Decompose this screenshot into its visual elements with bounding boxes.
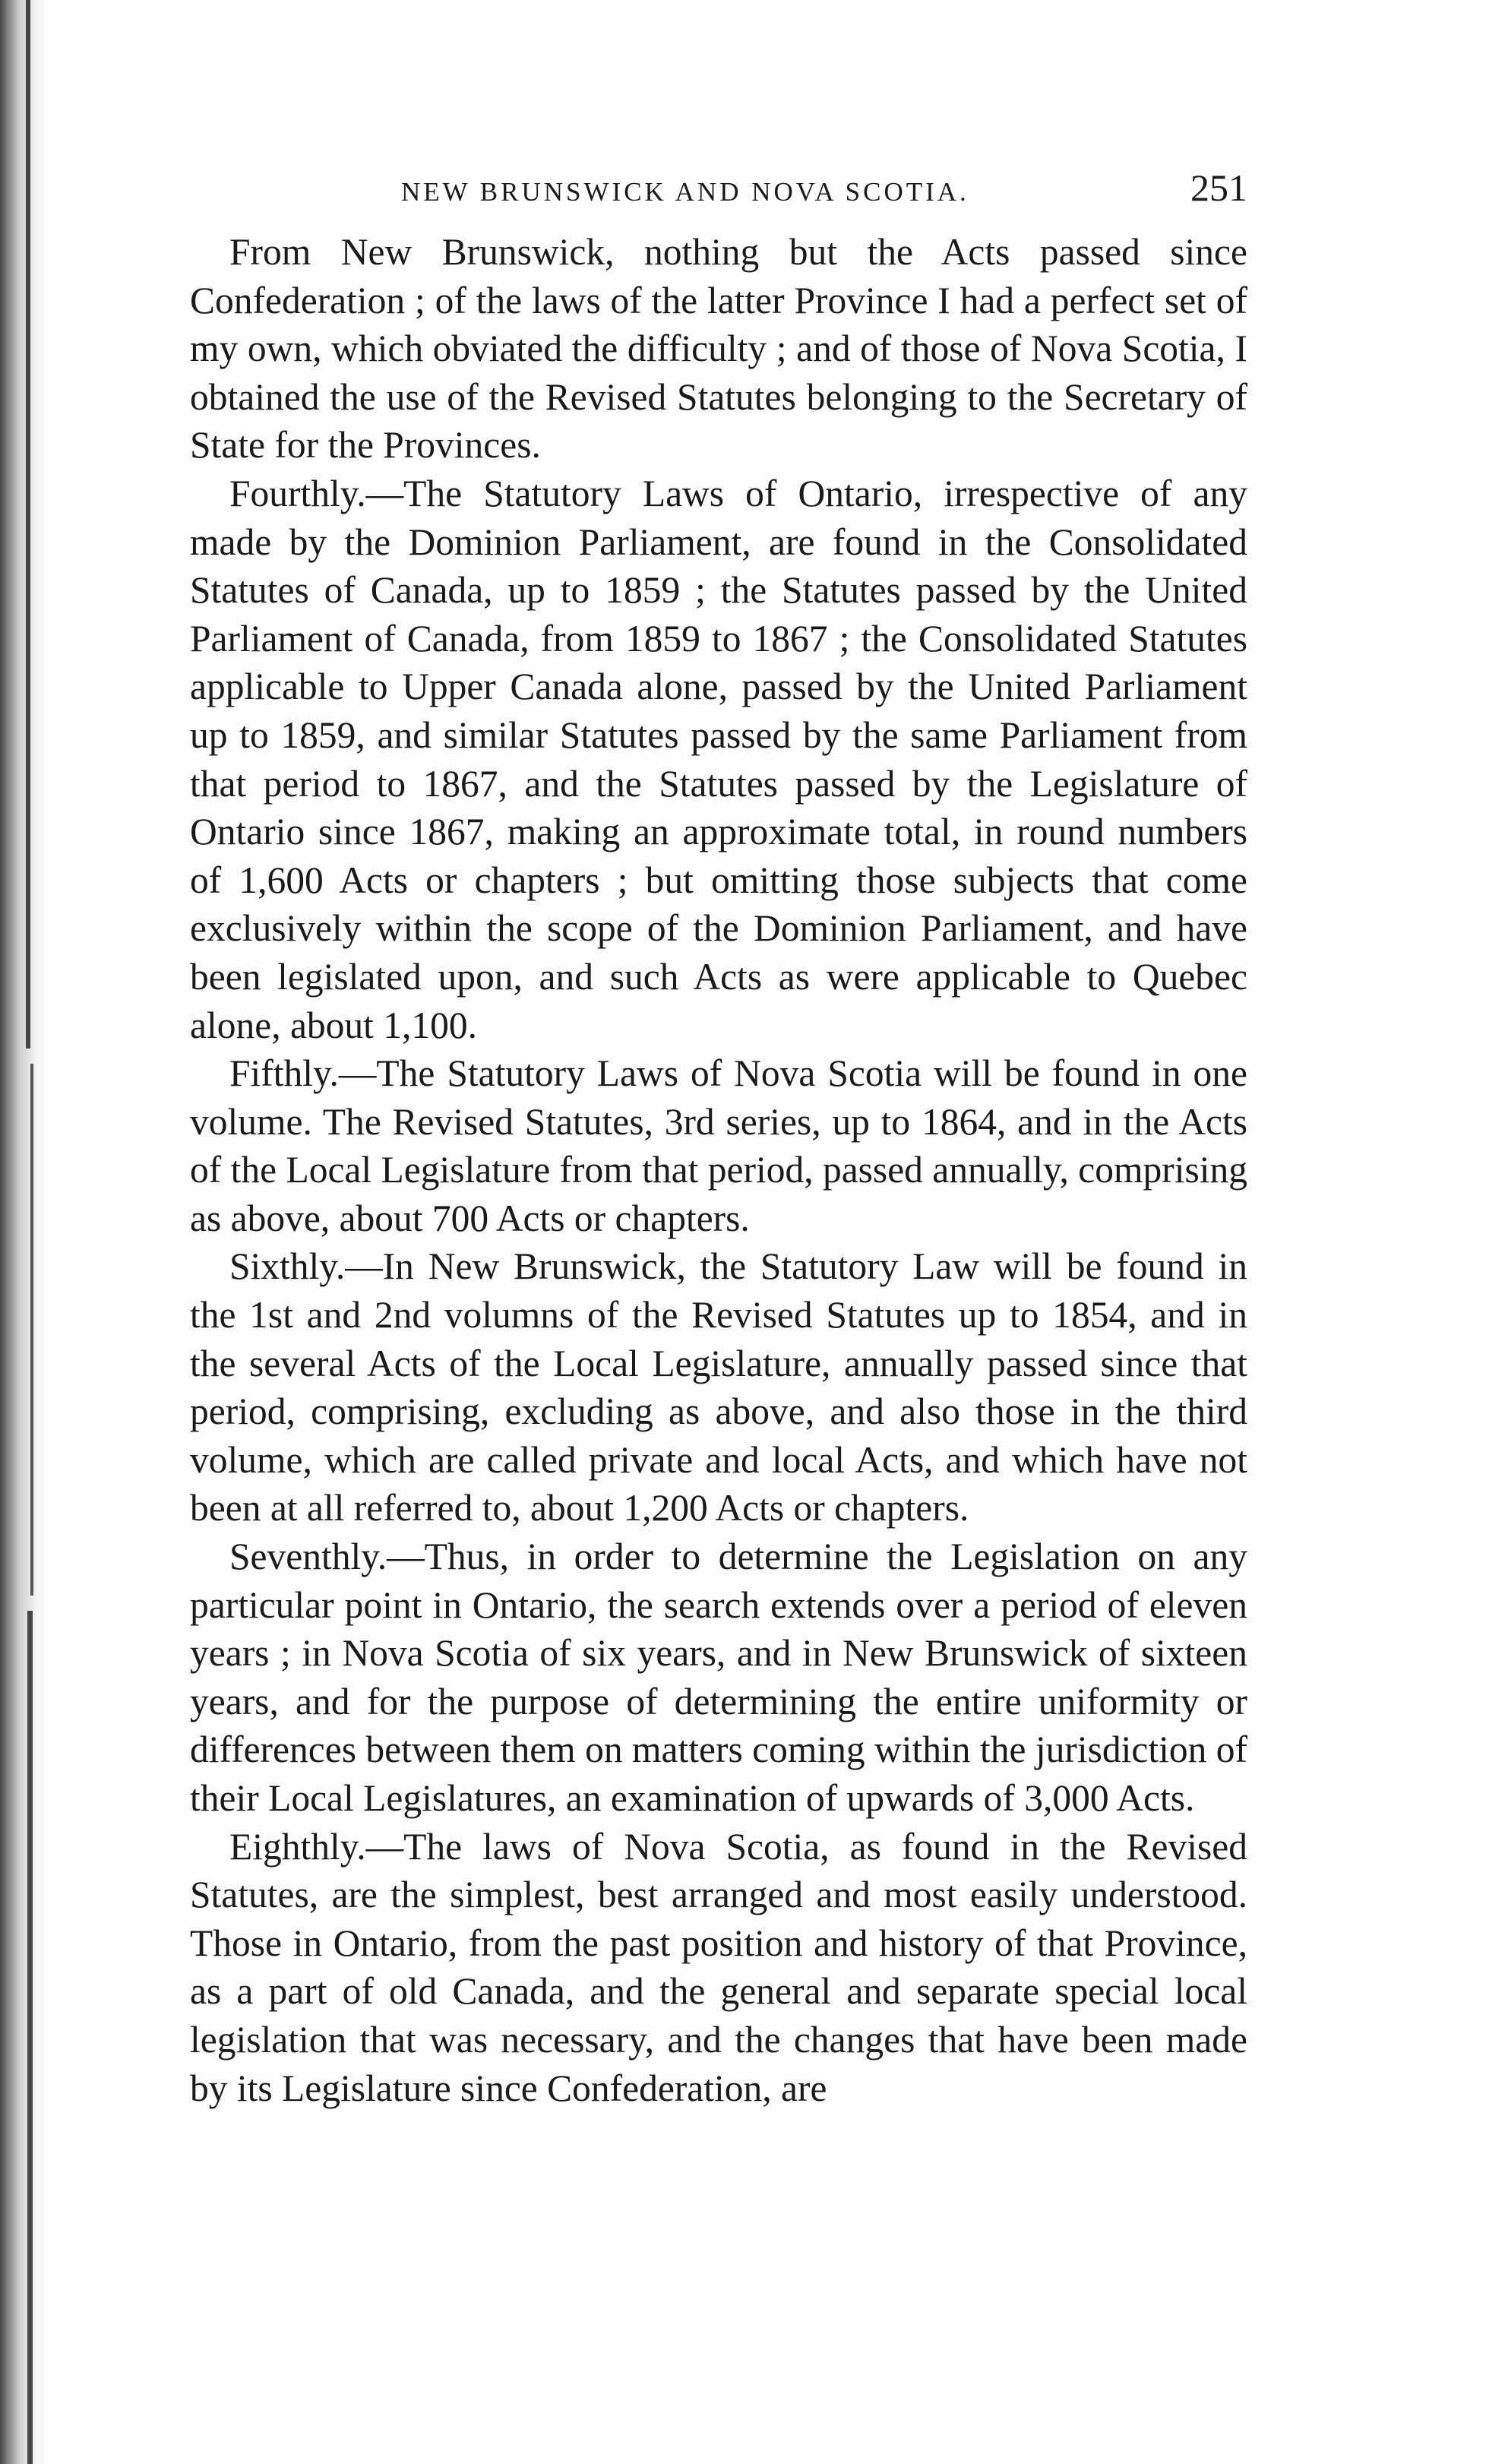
running-title: NEW BRUNSWICK AND NOVA SCOTIA. — [401, 177, 969, 207]
paragraph: Sixthly.—In New Brunswick, the Statutory Law will be found in the 1st and 2nd volumns of the Revised Statutes up to 1854, and in the several Acts of the Local Legislature, annually passed since that period, comprising, excluding as above, and also those in the third volume, which are called private and local Acts, and which have not been at all referred to, about 1,200 Acts or chapters. — [190, 1245, 1247, 1529]
paragraph: From New Brunswick, nothing but the Acts passed since Confederation ; of the laws of the latter Province I had a perfect set of my own, which obviated the difficulty ; and of those of Nova Scotia, I obtained the use of the Revised Statutes belonging to the Secretary of State for the Provinces. — [190, 231, 1247, 467]
binding-edge-line — [26, 0, 30, 1049]
paragraph: Fifthly.—The Statutory Laws of Nova Scotia will be found in one volume. The Revised Statutes, 3rd series, up to 1864, and in the Acts of the Local Legislature from that period, passed annually, comprising as above, about 700 Acts or chapters. — [190, 1052, 1247, 1239]
running-head — [190, 166, 1247, 211]
body-text — [190, 228, 1247, 2112]
binding-edge-line — [30, 1064, 33, 1596]
binding-edge-line — [27, 1611, 33, 2464]
page-number: 251 — [1190, 166, 1247, 209]
binding-edge-shadow — [0, 0, 46, 2464]
paragraph: Eighthly.—The laws of Nova Scotia, as found in the Revised Statutes, are the simplest, best arranged and most easily understood. Those in Ontario, from the past position and history of that Province, as a part of old Canada, and the general and separate special local legislation that was necessary, and the changes that have been made by its Legislature since Confederation, are — [190, 1825, 1247, 2109]
paragraph: Fourthly.—The Statutory Laws of Ontario, irrespective of any made by the Dominion Parliament, are found in the Consolidated Statutes of Canada, up to 1859 ; the Statutes passed by the United Parliament of Canada, from 1859 to 1867 ; the Consolidated Statutes applicable to Upper Canada alone, passed by the United Parliament up to 1859, and similar Statutes passed by the same Parliament from that period to 1867, and the Statutes passed by the Legislature of Ontario since 1867, making an approximate total, in round numbers of 1,600 Acts or chapters ; but omitting those subjects that come exclusively within the scope of the Dominion Parliament, and have been legislated upon, and such Acts as were applicable to Quebec alone, about 1,100. — [190, 472, 1247, 1046]
paragraph: Seventhly.—Thus, in order to determine the Legislation on any particular point in Ontario, the search extends over a period of eleven years ; in Nova Scotia of six years, and in New Brunswick of sixteen years, and for the purpose of determining the entire uniformity or differences between them on matters coming within the jurisdiction of their Local Legislatures, an examination of upwards of 3,000 Acts. — [190, 1536, 1247, 1819]
